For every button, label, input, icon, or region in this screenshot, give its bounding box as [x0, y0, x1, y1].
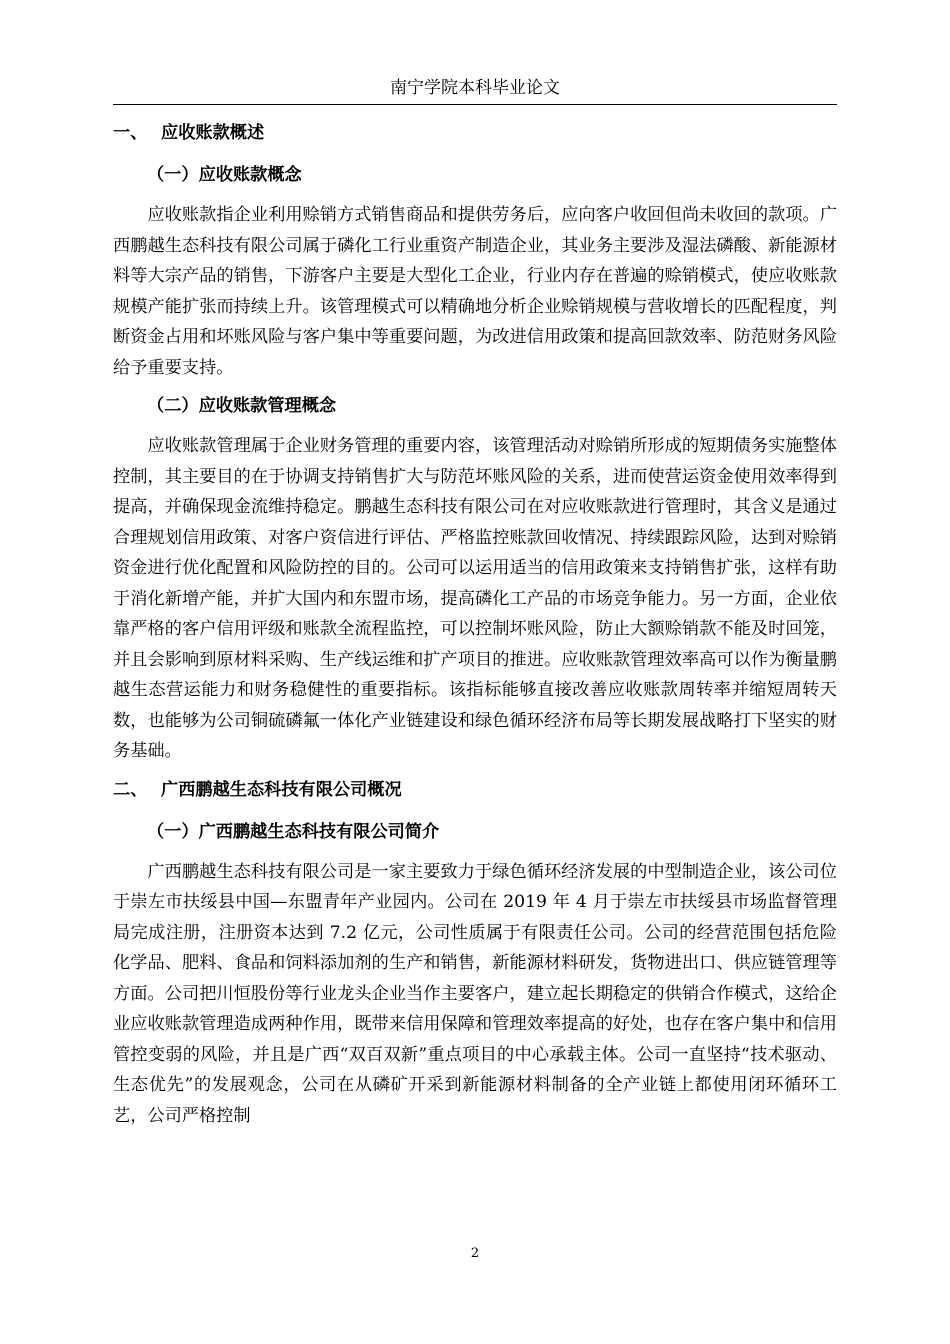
body-paragraph: 应收账款指企业利用赊销方式销售商品和提供劳务后，应向客户收回但尚未收回的款项。广西鹏越生态科技有限公司属于磷化工行业重资产制造企业，其业务主要涉及湿法磷酸、新能源材料等大宗产品的销售，下游客户主要是大型化工企业，行业内存在普遍的赊销模式，使应收账款规模产能扩张而持续上升。该管理模式可以精确地分析企业赊销规模与营收增长的匹配程度，判断资金占用和坏账风险与客户集中等重要问题，为改进信用政策和提高回款效率、防范财务风险给予重要支持。: [113, 205, 837, 378]
section-heading: [113, 116, 837, 150]
body-paragraph: 应收账款管理属于企业财务管理的重要内容，该管理活动对赊销所形成的短期债务实施整体控制，其主要目的在于协调支持销售扩大与防范坏账风险的关系，进而使营运资金使用效率得到提高，并确保现金流维持稳定。鹏越生态科技有限公司在对应收账款进行管理时，其含义是通过合理规划信用政策、对客户资信进行评估、严格监控账款回收情况、持续跟踪风险，达到对赊销资金进行优化配置和风险防控的目的。公司可以运用适当的信用政策来支持销售扩张，这样有助于消化新增产能，并扩大国内和东盟市场，提高磷化工产品的市场竞争能力。另一方面，企业依靠严格的客户信用评级和账款全流程监控，可以控制坏账风险，防止大额赊销款不能及时回笼，并且会影响到原材料采购、生产线运维和扩产项目的推进。应收账款管理效率高可以作为衡量鹏越生态营运能力和财务稳健性的重要指标。该指标能够直接改善应收账款周转率并缩短周转天数，也能够为公司铜硫磷氟一体化产业链建设和绿色循环经济布局等长期发展战略打下坚实的财务基础。: [113, 436, 837, 761]
subsection-heading: （一）应收账款概念: [147, 165, 302, 185]
page-header: 南宁学院本科毕业论文: [390, 78, 560, 98]
section-heading: [113, 773, 837, 807]
section-number: 二、: [113, 779, 148, 800]
header-rule: [113, 104, 837, 105]
section-title: 广西鹏越生态科技有限公司概况: [161, 779, 402, 800]
section-title: 应收账款概述: [161, 123, 265, 143]
document-body: [113, 116, 837, 1137]
body-paragraph: 广西鹏越生态科技有限公司是一家主要致力于绿色循环经济发展的中型制造企业，该公司位于崇左市扶绥县中国—东盟青年产业园内。公司在 2019 年 4 月于崇左市扶绥县市场监督管理局完成注册，注册资本达到 7.2 亿元，公司性质属于有限责任公司。公司的经营范围包括危险化学品、肥料、食品和饲料添加剂的生产和销售，新能源材料研发，货物进出口、供应链管理等方面。公司把川恒股份等行业龙头企业当作主要客户，建立起长期稳定的供销合作模式，这给企业应收账款管理造成两种作用，既带来信用保障和管理效率提高的好处，也存在客户集中和信用管控变弱的风险，并且是广西“双百双新”重点项目的中心承载主体。公司一直坚持“技术驱动、生态优先”的发展观念，公司在从磷矿开采到新能源材料制备的全产业链上都使用闭环循环工艺，公司严格控制: [113, 861, 837, 1126]
subsection-heading: （一）广西鹏越生态科技有限公司简介: [147, 821, 440, 842]
section-number: 一、: [113, 123, 148, 143]
page-number: 2: [470, 1246, 480, 1261]
subsection-heading: （二）应收账款管理概念: [147, 396, 337, 416]
